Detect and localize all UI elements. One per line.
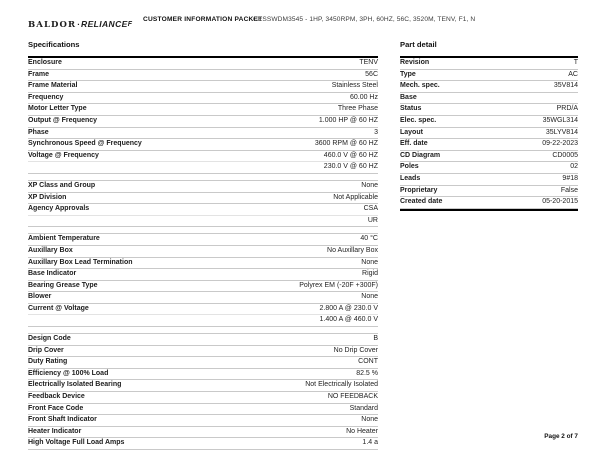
row-label: Efficiency @ 100% Load <box>28 369 109 377</box>
table-row <box>400 104 578 116</box>
row-value: 460.0 V @ 60 HZ <box>323 151 378 159</box>
row-label: Synchronous Speed @ Frequency <box>28 140 142 148</box>
row-value: Stainless Steel <box>331 82 378 90</box>
row-label: Ambient Temperature <box>28 235 100 243</box>
table-row <box>28 269 378 281</box>
row-label: Type <box>400 70 416 78</box>
section-spacer <box>28 174 378 181</box>
row-value: None <box>361 416 378 424</box>
row-value: NO FEEDBACK <box>327 393 378 401</box>
table-row <box>400 81 578 93</box>
row-value: No Auxillary Box <box>327 246 378 254</box>
row-value: 82.5 % <box>356 369 378 377</box>
table-row <box>400 58 578 70</box>
table-row <box>400 197 578 209</box>
row-label: Created date <box>400 198 443 206</box>
row-label: Design Code <box>28 335 71 343</box>
row-value: 05-20-2015 <box>542 198 578 206</box>
row-label: Frame Material <box>28 82 78 90</box>
row-label: Electrically Isolated Bearing <box>28 381 122 389</box>
specifications-heading: Specifications <box>28 40 80 49</box>
row-value: 35WGL314 <box>542 116 578 124</box>
table-row <box>28 281 378 293</box>
table-row <box>28 315 378 327</box>
part-detail-heading: Part detail <box>400 40 437 49</box>
row-value: 3600 RPM @ 60 HZ <box>314 140 378 148</box>
row-label: Auxillary Box <box>28 246 73 254</box>
row-value: False <box>560 186 578 194</box>
header <box>28 14 578 28</box>
row-label: Enclosure <box>28 59 62 66</box>
table-row <box>28 304 378 316</box>
row-value: None <box>361 258 378 266</box>
table-row <box>28 128 378 140</box>
table-row <box>28 104 378 116</box>
specifications-section <box>28 40 378 450</box>
row-label: Phase <box>28 128 49 136</box>
row-value: 230.0 V @ 60 HZ <box>323 163 378 171</box>
table-row <box>400 139 578 151</box>
row-value: 1.4 a <box>362 439 378 447</box>
table-row <box>28 380 378 392</box>
table-row <box>28 204 378 216</box>
row-label: Base <box>400 93 417 101</box>
row-value: No Heater <box>346 427 378 435</box>
table-row <box>400 70 578 82</box>
row-label: Bearing Grease Type <box>28 281 98 289</box>
row-label: Status <box>400 105 422 113</box>
row-value: UR <box>367 216 378 224</box>
row-label: Motor Letter Type <box>28 105 87 113</box>
logo-baldor-text: BALDOR <box>28 20 77 30</box>
row-value: 3 <box>374 128 378 136</box>
row-value: No Drip Cover <box>333 346 378 354</box>
row-value: Standard <box>349 404 378 412</box>
table-row <box>28 427 378 439</box>
document-title: CUSTOMER INFORMATION PACKET <box>143 16 263 23</box>
table-row <box>28 139 378 151</box>
row-value: 35LYV814 <box>545 128 578 136</box>
table-row <box>28 193 378 205</box>
row-value: 60.00 Hz <box>349 93 378 101</box>
row-label: Heater Indicator <box>28 427 82 435</box>
table-row <box>28 116 378 128</box>
row-value: 9#18 <box>562 174 578 182</box>
row-value: PRD/A <box>556 105 578 113</box>
row-value: CONT <box>358 358 378 366</box>
row-value: 1.400 A @ 460.0 V <box>319 316 378 324</box>
table-row <box>400 151 578 163</box>
row-value: Polyrex EM (-20F +300F) <box>299 281 378 289</box>
row-label: Feedback Device <box>28 393 85 401</box>
row-label: Layout <box>400 128 423 136</box>
table-row <box>28 369 378 381</box>
table-row <box>28 234 378 246</box>
table-row <box>400 174 578 186</box>
table-row <box>28 392 378 404</box>
table-row <box>28 292 378 304</box>
row-value: Not Applicable <box>333 193 378 201</box>
table-row <box>28 151 378 163</box>
row-value: AC <box>568 70 578 78</box>
logo-separator-dot: · <box>77 19 81 29</box>
table-row <box>28 246 378 258</box>
row-label: Proprietary <box>400 186 438 194</box>
table-row <box>28 415 378 427</box>
baldor-reliance-logo <box>28 14 132 32</box>
table-row <box>28 346 378 358</box>
section-spacer <box>28 227 378 234</box>
table-row <box>28 162 378 174</box>
row-label: Current @ Voltage <box>28 304 89 312</box>
row-value: Not Electrically Isolated <box>305 381 378 389</box>
table-row <box>28 404 378 416</box>
table-row <box>28 216 378 228</box>
product-code: CESSWDM3545 - 1HP, 3450RPM, 3PH, 60HZ, 56C, 3520M, TENV, F1, N <box>253 16 476 23</box>
row-label: Output @ Frequency <box>28 116 98 124</box>
row-value: T <box>573 59 578 66</box>
table-row <box>28 93 378 105</box>
row-value: TENV <box>359 59 378 66</box>
row-value: 56C <box>365 70 378 78</box>
table-row <box>400 128 578 140</box>
table-row <box>400 162 578 174</box>
row-label: Front Shaft Indicator <box>28 416 97 424</box>
part-detail-table <box>400 56 578 211</box>
section-spacer <box>28 327 378 334</box>
row-label: Base Indicator <box>28 270 77 278</box>
row-value: None <box>361 181 378 189</box>
row-label: Eff. date <box>400 140 428 148</box>
row-label: Front Face Code <box>28 404 84 412</box>
row-value: 02 <box>570 163 578 171</box>
row-label: Frequency <box>28 93 64 101</box>
page-number: Page 2 of 7 <box>544 433 578 440</box>
row-label: Agency Approvals <box>28 205 90 213</box>
table-row <box>28 81 378 93</box>
table-row <box>400 93 578 105</box>
row-label: Drip Cover <box>28 346 64 354</box>
logo-flag-mark: F <box>127 21 132 28</box>
row-value: 35V814 <box>553 82 578 90</box>
row-label: High Voltage Full Load Amps <box>28 439 125 447</box>
row-label: Poles <box>400 163 419 171</box>
table-row <box>28 357 378 369</box>
row-value: 2.800 A @ 230.0 V <box>319 304 378 312</box>
row-label: Voltage @ Frequency <box>28 151 99 159</box>
table-row <box>400 186 578 198</box>
row-label: Revision <box>400 59 430 66</box>
row-value: Three Phase <box>337 105 378 113</box>
table-row <box>28 58 378 70</box>
row-label: Frame <box>28 70 50 78</box>
row-value: CD0005 <box>552 151 578 159</box>
table-row <box>28 334 378 346</box>
row-value: CSA <box>363 205 378 213</box>
table-row <box>400 116 578 128</box>
row-label: CD Diagram <box>400 151 441 159</box>
row-label: Auxillary Box Lead Termination <box>28 258 133 266</box>
row-value: 40 °C <box>360 235 378 243</box>
row-label: Blower <box>28 293 52 301</box>
row-value: B <box>373 335 378 343</box>
row-value: 1.000 HP @ 60 HZ <box>318 116 378 124</box>
logo-reliance-text: RELIANCE <box>81 19 128 29</box>
table-row <box>28 181 378 193</box>
table-row <box>28 438 378 450</box>
table-row <box>28 70 378 82</box>
row-label: Mech. spec. <box>400 82 440 90</box>
row-value: None <box>361 293 378 301</box>
row-label: XP Division <box>28 193 67 201</box>
row-label: Elec. spec. <box>400 116 437 124</box>
row-label: XP Class and Group <box>28 181 96 189</box>
row-value: 09-22-2023 <box>542 140 578 148</box>
row-label: Duty Rating <box>28 358 68 366</box>
table-row <box>28 258 378 270</box>
part-detail-section <box>400 40 578 211</box>
specifications-table <box>28 56 378 450</box>
footer <box>544 433 578 440</box>
row-value: Rigid <box>362 270 378 278</box>
row-label: Leads <box>400 174 421 182</box>
